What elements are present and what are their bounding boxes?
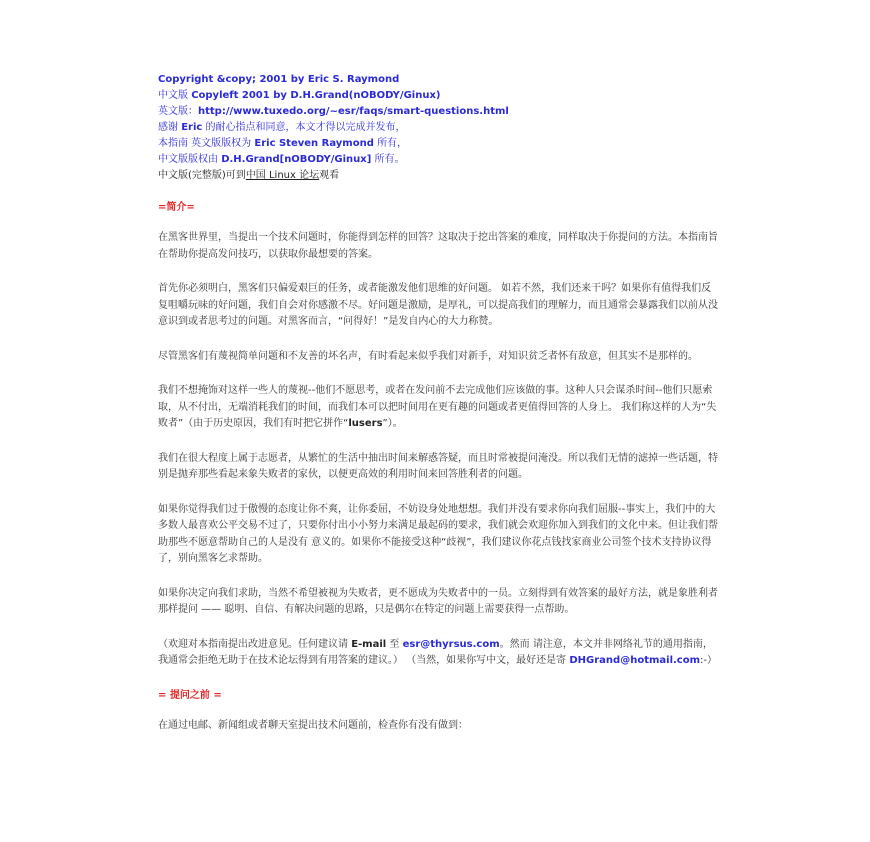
paragraph-4-term: lusers [348,418,383,429]
thanks-text-1: 感谢 [158,122,178,133]
paragraph-8-email-word: E-mail [351,638,387,650]
thanks-text-2: 的耐心指点和同意，本文才得以完成并发布， [205,122,406,133]
cn-rights-line [158,152,718,168]
section-heading-before-asking: = 提问之前 = [158,689,222,701]
paragraph-9: 在通过电邮、新闻组或者聊天室提出技术问题前，检查你有没有做到： [158,719,468,731]
paragraph-2: 首先你必须明白，黑客们只偏爱艰巨的任务，或者能激发他们思维的好问题。 如若不然，我们还来干吗？如果你有值得我们反复咀嚼玩味的好问题，我们自会对你感激不尽。好问题是激励，是厚礼，可以提高我们的理解力，而且通常会暴露我们以前从没意识到或者思考过的问题。对黑客而言，“问得好！”是发自内心的大力称赞。 [158,283,718,327]
thanks-line [158,120,718,136]
email-link-esr[interactable]: esr@thyrsus.com [402,638,500,650]
english-version-prefix: 英文版： [158,106,198,117]
english-version-line [158,104,718,120]
paragraph-8 [158,637,718,670]
section-heading-intro: =简介= [158,202,195,213]
cn-rights-name: D.H.Grand[nOBODY/Ginux] [221,154,372,165]
full-version-text-1: 中文版(完整版)可到 [158,170,246,181]
paragraph-8-text-a: （欢迎对本指南提出改进意见。任何建议请 [158,638,348,650]
guide-rights-line [158,136,718,152]
paragraph-1: 在黑客世界里，当提出一个技术问题时，你能得到怎样的回答？这取决于挖出答案的难度，同样取决于你提问的方法。本指南旨在帮助你提高发问技巧，以获取你最想要的答案。 [158,232,718,260]
copyleft-prefix: 中文版 [158,90,188,101]
copyleft-line [158,88,718,104]
paragraph-4-text-b: ”）。 [382,418,403,429]
full-version-text-2: 观看 [319,170,340,181]
paragraph-4-text-a: 我们不想掩饰对这样一些人的蔑视--他们不愿思考，或者在发问前不去完成他们应该做的事。这种人只会谋杀时间--他们只愿索取，从不付出，无端消耗我们的时间，而我们本可以把时间用在更有趣的问题或者更值得回答的人身上。 我们称这样的人为“失败者”（由于历史原因，我们有时把它拼作“ [158,385,717,429]
paragraph-3: 尽管黑客们有蔑视简单问题和不友善的坏名声，有时看起来似乎我们对新手，对知识贫乏者怀有敌意，但其实不是那样的。 [158,350,698,362]
copyleft-text: Copyleft 2001 by D.H.Grand(nOBODY/Ginux) [191,90,441,101]
paragraph-7: 如果你决定向我们求助，当然不希望被视为失败者，更不愿成为失败者中的一员。立刻得到有效答案的最好方法，就是象胜利者那样提问 —— 聪明、自信、有解决问题的思路，只是偶尔在特定的问题上需要获得一点帮助。 [158,587,718,615]
full-version-link[interactable]: 中国 Linux 论坛 [245,170,320,181]
cn-rights-text-1: 中文版版权由 [158,154,218,165]
document-content [158,72,718,752]
full-version-line [158,168,718,184]
paragraph-8-text-b: 至 [389,638,400,650]
guide-rights-name: Eric Steven Raymond [254,138,374,149]
paragraph-6: 如果你觉得我们过于傲慢的态度让你不爽，让你委屈，不妨设身处地想想。我们并没有要求你向我们屈服--事实上，我们中的大多数人最喜欢公平交易不过了，只要你付出小小努力来满足最起码的要求，我们就会欢迎你加入到我们的文化中来。但让我们帮助那些不愿意帮助自己的人是没有 意义的。如果你不能接受这种“歧视”，我们建议你花点钱找家商业公司签个技术支持协议得了，别向黑客乞求帮助。 [158,503,718,564]
guide-rights-text-1: 本指南 英文版版权为 [158,138,252,149]
email-link-dhgrand[interactable]: DHGrand@hotmail.com [569,655,701,666]
paragraph-5: 我们在很大程度上属于志愿者，从繁忙的生活中抽出时间来解惑答疑，而且时常被提问淹没。所以我们无情的滤掉一些话题，特别是抛弃那些看起来象失败者的家伙，以便更高效的利用时间来回答胜利者的问题。 [158,452,718,480]
copyright-line: Copyright &copy; 2001 by Eric S. Raymond [158,74,400,85]
cn-rights-text-2: 所有。 [374,154,405,165]
paragraph-4 [158,383,718,433]
thanks-name: Eric [181,122,203,133]
english-version-link[interactable]: http://www.tuxedo.org/~esr/faqs/smart-questions.html [198,106,509,117]
paragraph-8-text-d: :-） [700,655,718,666]
credits-block [158,72,718,184]
paragraph-8-text-c: 。然而 请注意，本文并非网络礼节的通用指南，我通常会拒绝无助于在技术论坛得到有用答案的建议。） （当然，如果你写中文，最好还是寄 [158,638,713,666]
guide-rights-text-2: 所有， [377,138,408,149]
